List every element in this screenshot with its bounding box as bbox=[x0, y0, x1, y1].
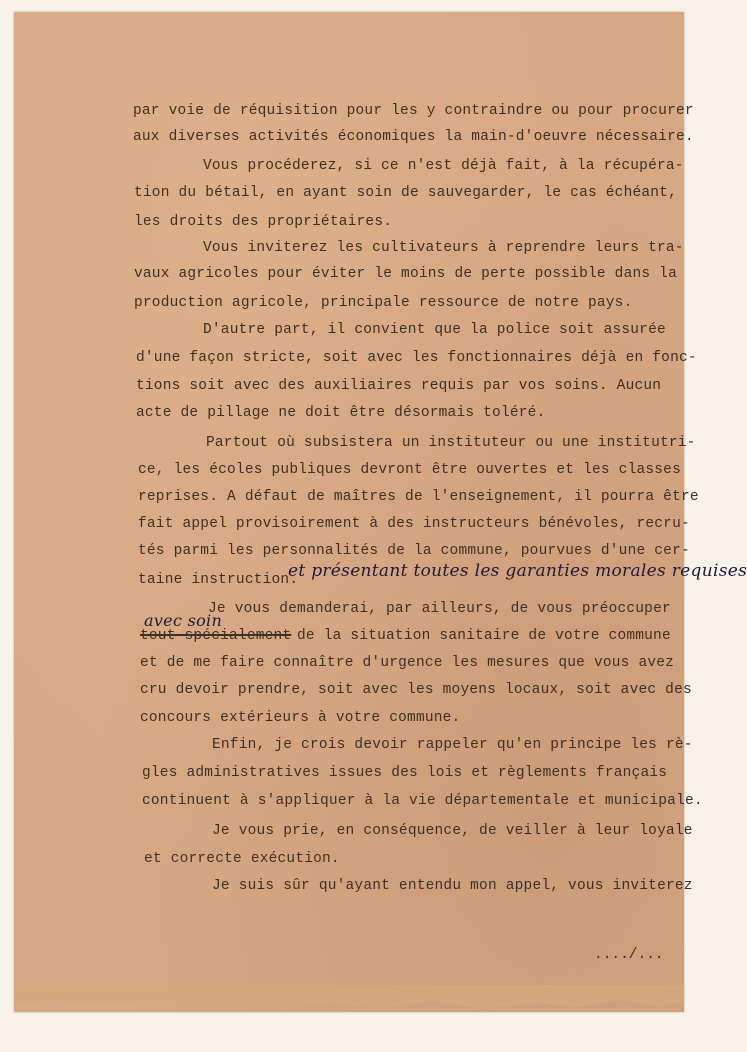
handwritten-insertion: et présentant toutes les garanties morales requises bbox=[288, 561, 747, 581]
text-line: par voie de réquisition pour les y contraindre ou pour procurer bbox=[133, 103, 694, 119]
text-line: d'une façon stricte, soit avec les fonctionnaires déjà en fonc- bbox=[136, 350, 697, 366]
text-line: reprises. A défaut de maîtres de l'enseignement, il pourra être bbox=[138, 489, 699, 505]
text-line: Partout où subsistera un instituteur ou une institutri- bbox=[206, 435, 696, 451]
text-line: continuent à s'appliquer à la vie départementale et municipale. bbox=[142, 793, 703, 809]
text-line: concours extérieurs à votre commune. bbox=[140, 710, 461, 726]
struck-text: tout spécialement bbox=[140, 628, 292, 644]
text-line: production agricole, principale ressource de notre pays. bbox=[134, 295, 633, 311]
text-line: fait appel provisoirement à des instructeurs bénévoles, recru- bbox=[138, 516, 690, 532]
text-line: et de me faire connaître d'urgence les mesures que vous avez bbox=[140, 655, 675, 671]
text-line: D'autre part, il convient que la police soit assurée bbox=[203, 322, 666, 338]
text-line: ce, les écoles publiques devront être ouvertes et les classes bbox=[138, 462, 681, 478]
text-line: aux diverses activités économiques la main-d'oeuvre nécessaire. bbox=[133, 129, 694, 145]
text-line: Enfin, je crois devoir rappeler qu'en principe les rè- bbox=[212, 737, 693, 753]
text-line: Vous inviterez les cultivateurs à reprendre leurs tra- bbox=[203, 240, 684, 256]
text-line: tés parmi les personnalités de la commune, pourvues d'une cer- bbox=[138, 543, 690, 559]
handwritten-correction: avec soin bbox=[144, 611, 223, 630]
text-line: acte de pillage ne doit être désormais toléré. bbox=[136, 405, 546, 421]
page-continuation-mark: ..../... bbox=[594, 947, 664, 963]
text-line: Vous procéderez, si ce n'est déjà fait, à la récupéra- bbox=[203, 158, 684, 174]
text-line: cru devoir prendre, soit avec les moyens locaux, soit avec des bbox=[140, 682, 692, 698]
text-line: Je suis sûr qu'ayant entendu mon appel, vous inviterez bbox=[212, 878, 693, 894]
text-line: de la situation sanitaire de votre commune bbox=[297, 628, 671, 644]
text-line: et correcte exécution. bbox=[144, 851, 340, 867]
text-line: gles administratives issues des lois et règlements français bbox=[142, 765, 668, 781]
text-line: Je vous demanderai, par ailleurs, de vous préoccuper bbox=[208, 601, 671, 617]
text-line: taine instruction. bbox=[138, 572, 299, 588]
text-line: tion du bétail, en ayant soin de sauvegarder, le cas échéant, bbox=[134, 185, 677, 201]
text-line: Je vous prie, en conséquence, de veiller à leur loyale bbox=[212, 823, 693, 839]
text-line: tions soit avec des auxiliaires requis par vos soins. Aucun bbox=[136, 378, 662, 394]
text-line: les droits des propriétaires. bbox=[134, 214, 393, 230]
text-line: vaux agricoles pour éviter le moins de perte possible dans la bbox=[134, 266, 677, 282]
